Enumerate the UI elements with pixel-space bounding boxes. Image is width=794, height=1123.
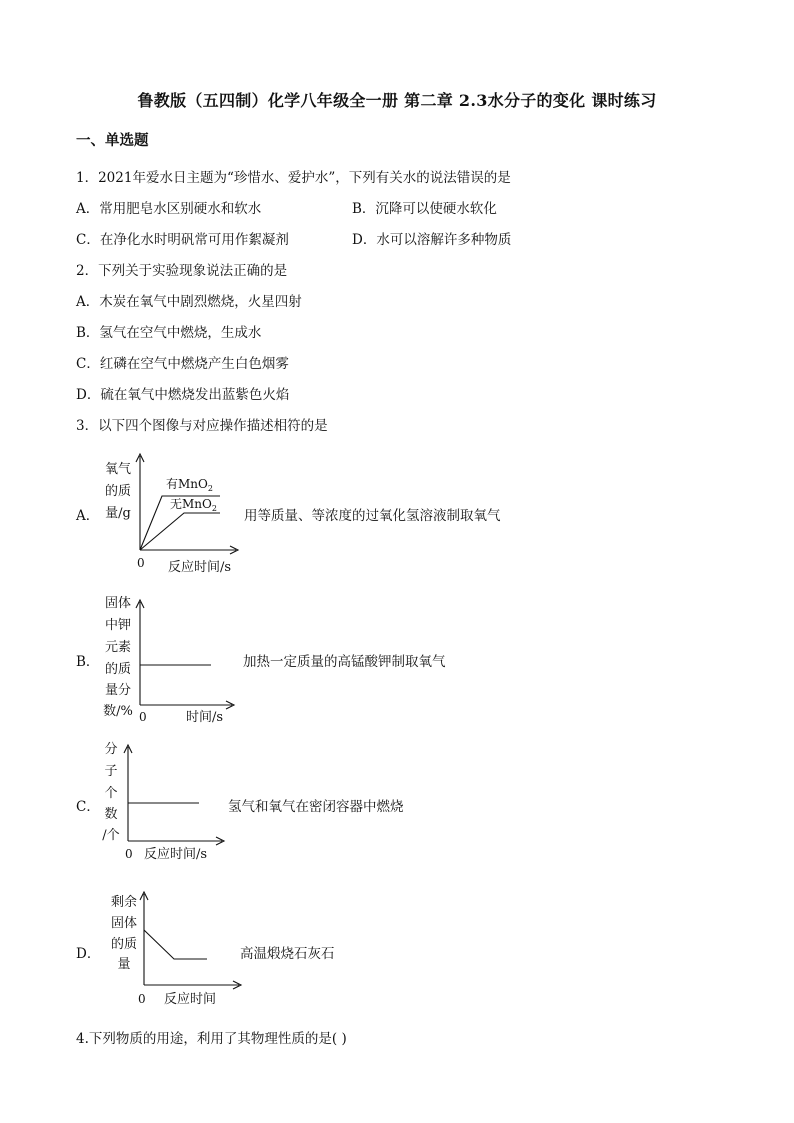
question-3-option-d-description: 高温煅烧石灰石: [240, 946, 335, 962]
option-c-ylabel-line-3: 个: [104, 786, 118, 801]
section-heading: 一、单选题: [76, 132, 149, 149]
option-a-x-axis-label: 反应时间/s: [168, 560, 232, 575]
option-b-ylabel-line-4: 的质: [104, 662, 132, 677]
option-d-ylabel-line-3: 的质: [110, 937, 138, 952]
question-4-stem: 4.下列物质的用途，利用了其物理性质的是( ): [76, 1031, 347, 1047]
option-a-ylabel-line-3: 量/g: [105, 506, 131, 521]
question-2-option-c: C．红磷在空气中燃烧产生白色烟雾: [76, 356, 289, 372]
question-3-option-c-description: 氢气和氧气在密闭容器中燃烧: [228, 799, 404, 815]
question-3-option-a-letter: A．: [76, 508, 100, 524]
option-a-curve-without-mno2: [140, 513, 220, 550]
option-c-graph: [96, 735, 246, 865]
question-3-option-b-letter: B．: [76, 654, 100, 670]
option-d-curve: [144, 930, 207, 959]
option-d-graph: [96, 882, 246, 1012]
option-b-origin-label: 0: [139, 710, 147, 724]
question-1-option-a: A．常用肥皂水区别硬水和软水: [76, 201, 262, 217]
question-2-stem: 2．下列关于实验现象说法正确的是: [76, 263, 288, 279]
question-2-option-b: B．氢气在空气中燃烧，生成水: [76, 325, 262, 341]
question-2-option-a: A．木炭在氧气中剧烈燃烧，火星四射: [76, 294, 302, 310]
option-a-ylabel-line-1: 氧气: [104, 462, 132, 477]
option-c-ylabel-line-5: /个: [102, 828, 120, 843]
question-3-option-d-letter: D．: [76, 946, 101, 962]
option-b-graph: [96, 590, 246, 730]
option-b-x-axis-label: 时间/s: [186, 710, 224, 725]
option-b-ylabel-line-3: 元素: [104, 640, 132, 655]
option-c-ylabel-line-2: 子: [104, 764, 118, 779]
option-c-origin-label: 0: [125, 847, 133, 861]
option-a-curve-label-without-mno2: 无MnO$_2$: [170, 497, 217, 513]
question-3-option-b-description: 加热一定质量的高锰酸钾制取氧气: [243, 654, 446, 670]
question-2-option-d: D．硫在氧气中燃烧发出蓝紫色火焰: [76, 387, 290, 403]
question-3-option-a-description: 用等质量、等浓度的过氧化氢溶液制取氧气: [244, 508, 501, 524]
option-c-ylabel-line-1: 分: [104, 742, 118, 757]
page-title: 鲁教版（五四制）化学八年级全一册 第二章 2.3水分子的变化 课时练习: [137, 91, 657, 110]
option-d-ylabel-line-4: 量: [117, 957, 131, 972]
question-1-option-d: D．水可以溶解许多种物质: [352, 232, 512, 248]
option-b-ylabel-line-6: 数/%: [103, 704, 133, 719]
question-1-option-b: B．沉降可以使硬水软化: [352, 201, 497, 217]
option-c-x-axis-label: 反应时间/s: [144, 847, 208, 862]
option-a-graph: [96, 440, 256, 580]
option-a-curve-label-with-mno2: 有MnO$_2$: [166, 477, 213, 493]
option-a-origin-label: 0: [137, 556, 145, 570]
question-1-stem: 1．2021年爱水日主题为“珍惜水、爱护水”，下列有关水的说法错误的是: [76, 170, 511, 186]
question-3-stem: 3．以下四个图像与对应操作描述相符的是: [76, 418, 328, 434]
option-d-ylabel-line-2: 固体: [110, 916, 138, 931]
question-3-option-c-letter: C．: [76, 799, 100, 815]
option-a-ylabel-line-2: 的质: [104, 484, 132, 499]
option-d-origin-label: 0: [138, 992, 146, 1006]
option-b-ylabel-line-5: 量分: [104, 683, 132, 698]
option-b-ylabel-line-2: 中钾: [104, 618, 132, 633]
option-b-ylabel-line-1: 固体: [104, 596, 132, 611]
option-d-x-axis-label: 反应时间: [164, 992, 217, 1007]
option-d-ylabel-line-1: 剩余: [110, 895, 138, 910]
option-c-ylabel-line-4: 数: [104, 807, 118, 822]
question-1-option-c: C．在净化水时明矾常可用作絮凝剂: [76, 232, 289, 248]
